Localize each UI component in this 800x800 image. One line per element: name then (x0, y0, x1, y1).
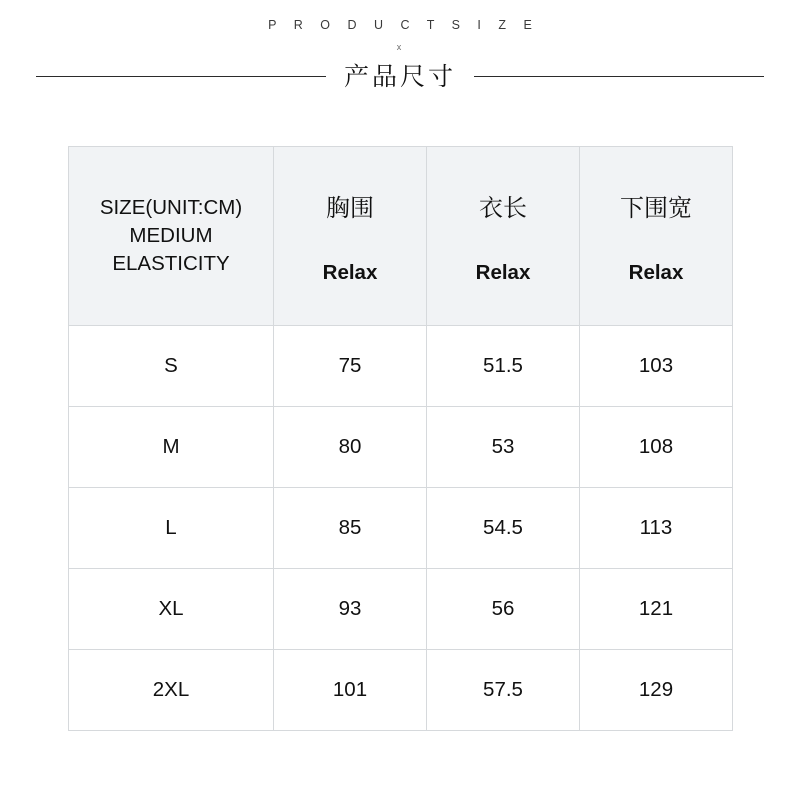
cell-hem: 121 (580, 569, 733, 650)
cell-hem: 103 (580, 326, 733, 407)
eyebrow-subtitle: x (396, 42, 404, 52)
cell-size: S (69, 326, 274, 407)
cell-size: XL (69, 569, 274, 650)
header-bust-measure: Relax (322, 260, 378, 284)
table-row (69, 488, 733, 569)
cell-bust: 75 (274, 326, 427, 407)
cell-length: 57.5 (427, 650, 580, 731)
cell-size: 2XL (69, 650, 274, 731)
cell-hem: 108 (580, 407, 733, 488)
rule-left (36, 76, 326, 77)
page-header (0, 0, 800, 89)
cell-length: 53 (427, 407, 580, 488)
medium-label: MEDIUM (129, 224, 213, 248)
cell-size: L (69, 488, 274, 569)
cell-length: 56 (427, 569, 580, 650)
page-title: 产品尺寸 (344, 62, 457, 91)
cell-length: 54.5 (427, 488, 580, 569)
header-length-measure: Relax (475, 260, 531, 284)
header-cell-size (69, 147, 274, 326)
cell-hem: 129 (580, 650, 733, 731)
cell-length: 51.5 (427, 326, 580, 407)
size-unit-label: SIZE(UNIT:CM) (99, 196, 243, 220)
header-cell-length (427, 147, 580, 326)
table-row (69, 569, 733, 650)
cell-hem: 113 (580, 488, 733, 569)
size-table (68, 146, 733, 731)
size-table-wrapper (68, 146, 732, 731)
header-cell-hem (580, 147, 733, 326)
cell-bust: 85 (274, 488, 427, 569)
header-cell-bust (274, 147, 427, 326)
table-row (69, 650, 733, 731)
table-row (69, 326, 733, 407)
header-bust-cn: 胸围 (326, 193, 374, 222)
rule-right (474, 76, 764, 77)
table-row (69, 407, 733, 488)
table-header-row (69, 147, 733, 326)
header-hem-measure: Relax (628, 260, 684, 284)
cell-bust: 80 (274, 407, 427, 488)
cell-bust: 101 (274, 650, 427, 731)
header-length-cn: 衣长 (479, 193, 527, 222)
elasticity-label: ELASTICITY (112, 251, 230, 275)
eyebrow-title: P R O D U C T S I Z E (268, 18, 539, 32)
cell-bust: 93 (274, 569, 427, 650)
title-row (0, 64, 800, 89)
header-hem-cn: 下围宽 (620, 193, 692, 222)
cell-size: M (69, 407, 274, 488)
